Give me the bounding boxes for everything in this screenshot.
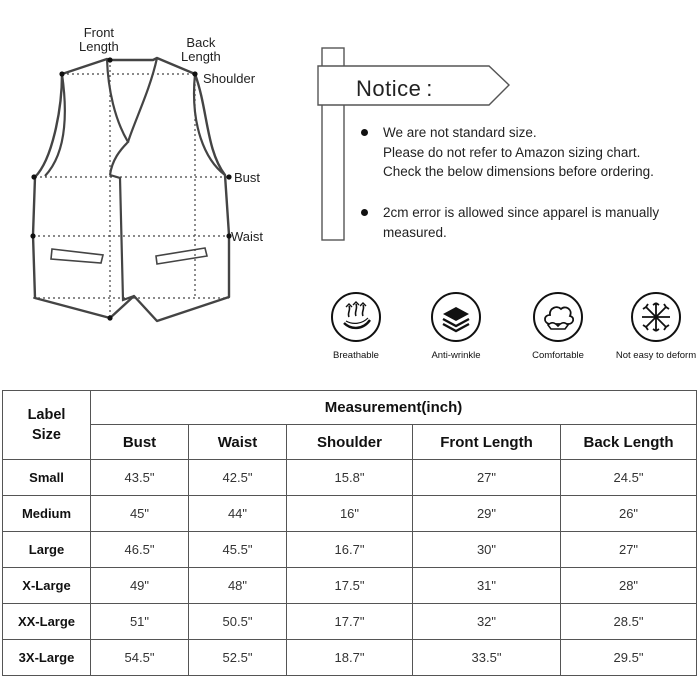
front-length-value: 33.5"	[413, 640, 561, 676]
shoulder-value: 15.8"	[287, 460, 413, 496]
bust-value: 49"	[91, 568, 189, 604]
notice-bullet-2: 2cm error is allowed since apparel is manually measured.	[383, 205, 660, 240]
label-front-length: Front Length	[79, 25, 119, 54]
front-length-value: 32"	[413, 604, 561, 640]
anti-wrinkle-icon	[431, 292, 481, 342]
table-row	[3, 604, 697, 640]
shoulder-value: 18.7"	[287, 640, 413, 676]
breathable-icon	[331, 292, 381, 342]
size-label: Small	[3, 460, 91, 496]
size-label: 3X-Large	[3, 640, 91, 676]
column-header-bust: Bust	[91, 425, 189, 460]
back-length-value: 27"	[561, 532, 697, 568]
front-length-value: 30"	[413, 532, 561, 568]
feature-label: Not easy to deform	[615, 350, 697, 361]
notice-title: Notice :	[356, 76, 433, 101]
feature-anti-wrinkle	[411, 292, 501, 361]
size-label: Large	[3, 532, 91, 568]
shoulder-value: 17.5"	[287, 568, 413, 604]
column-header-shoulder: Shoulder	[287, 425, 413, 460]
front-length-value: 31"	[413, 568, 561, 604]
bust-value: 54.5"	[91, 640, 189, 676]
label-bust: Bust	[234, 170, 261, 185]
shoulder-value: 16"	[287, 496, 413, 532]
back-length-value: 26"	[561, 496, 697, 532]
table-row	[3, 496, 697, 532]
bust-value: 43.5"	[91, 460, 189, 496]
shoulder-value: 17.7"	[287, 604, 413, 640]
column-header-waist: Waist	[189, 425, 287, 460]
back-length-value: 28"	[561, 568, 697, 604]
size-label: X-Large	[3, 568, 91, 604]
waist-value: 52.5"	[189, 640, 287, 676]
bust-value: 45"	[91, 496, 189, 532]
back-length-value: 28.5"	[561, 604, 697, 640]
waist-value: 48"	[189, 568, 287, 604]
column-header-back-length: Back Length	[561, 425, 697, 460]
feature-not-easy-to-deform	[611, 292, 700, 361]
front-length-value: 29"	[413, 496, 561, 532]
bust-value: 51"	[91, 604, 189, 640]
notice-bullet-1: We are not standard size. Please do not refer to Amazon sizing chart. Check the below dimensions before ordering.	[383, 125, 654, 179]
not-easy-to-deform-icon	[631, 292, 681, 342]
label-waist: Waist	[231, 229, 264, 244]
comfortable-icon	[533, 292, 583, 342]
measurement-header: Measurement(inch)	[91, 391, 697, 425]
feature-label: Comfortable	[532, 350, 584, 361]
shoulder-value: 16.7"	[287, 532, 413, 568]
waist-value: 42.5"	[189, 460, 287, 496]
column-header-front-length: Front Length	[413, 425, 561, 460]
size-label: XX-Large	[3, 604, 91, 640]
back-length-value: 24.5"	[561, 460, 697, 496]
bullet-dot	[361, 209, 368, 216]
label-shoulder: Shoulder	[203, 71, 256, 86]
front-length-value: 27"	[413, 460, 561, 496]
feature-comfortable	[513, 292, 603, 361]
size-chart-table	[2, 390, 697, 676]
feature-label: Breathable	[333, 350, 379, 361]
bust-value: 46.5"	[91, 532, 189, 568]
waist-value: 45.5"	[189, 532, 287, 568]
table-row	[3, 640, 697, 676]
label-size-header: Label Size	[3, 391, 91, 460]
feature-breathable	[311, 292, 401, 361]
bullet-dot	[361, 129, 368, 136]
waist-value: 44"	[189, 496, 287, 532]
back-length-value: 29.5"	[561, 640, 697, 676]
table-row	[3, 532, 697, 568]
waist-value: 50.5"	[189, 604, 287, 640]
label-back-length: Back Length	[181, 35, 221, 64]
notice-section	[0, 0, 700, 260]
size-label: Medium	[3, 496, 91, 532]
table-row	[3, 460, 697, 496]
feature-label: Anti-wrinkle	[431, 350, 481, 361]
table-row	[3, 568, 697, 604]
